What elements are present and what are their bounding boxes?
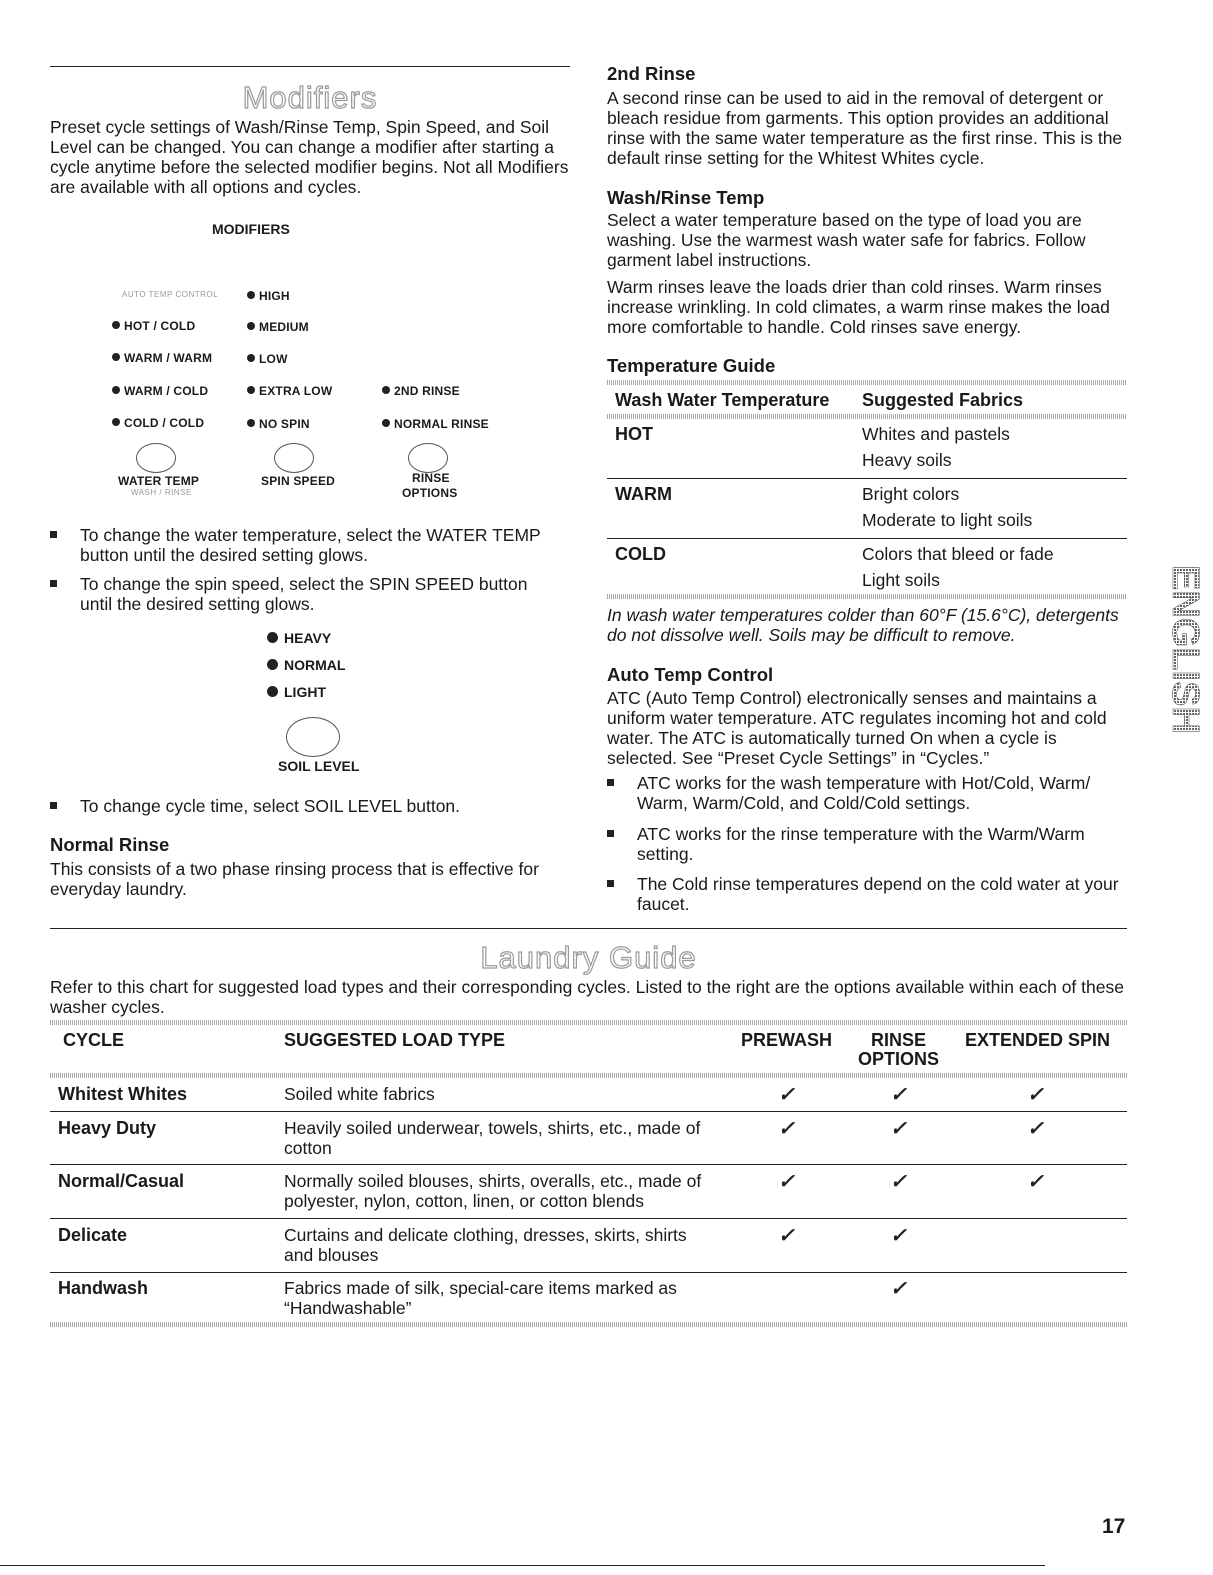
english-tab-text: ENGLISH bbox=[1164, 565, 1206, 734]
whitest-whites-prewash-check: ✓ bbox=[778, 1084, 795, 1106]
delicate-rinse-check: ✓ bbox=[890, 1225, 907, 1247]
temp-cold: COLD bbox=[615, 544, 666, 564]
rinse-header-1: RINSE bbox=[871, 1030, 927, 1050]
soil-level-bullet: To change cycle time, select SOIL LEVEL button. bbox=[50, 796, 560, 816]
second-rinse-indicator: 2ND RINSE bbox=[382, 384, 460, 398]
page-number: 17 bbox=[1102, 1515, 1126, 1538]
hot-fabric-1: Whites and pastels bbox=[862, 424, 1010, 444]
warm-fabric-2: Moderate to light soils bbox=[862, 510, 1033, 530]
normal-casual-prewash-check: ✓ bbox=[778, 1171, 795, 1193]
second-rinse-title: 2nd Rinse bbox=[607, 63, 696, 84]
warm-fabric-1: Bright colors bbox=[862, 484, 960, 504]
load-heavy-duty-1: Heavily soiled underwear, towels, shirts, etc., made of bbox=[284, 1118, 701, 1138]
soil-heavy-indicator: HEAVY bbox=[267, 630, 331, 646]
wash-rinse-temp-body-2: Warm rinses leave the loads drier than cold rinses. Warm rinses increase wrinkling. In cold climates, a warm rinse makes the load more comfortable to handle. Cold rinses save energy. bbox=[607, 277, 1110, 337]
wash-rinse-sublabel: WASH / RINSE bbox=[131, 488, 192, 497]
water-temp-button[interactable] bbox=[136, 443, 176, 473]
spin-medium-indicator: MEDIUM bbox=[247, 320, 309, 334]
english-side-tab bbox=[1148, 565, 1206, 790]
warm-warm-indicator: WARM / WARM bbox=[112, 351, 212, 365]
spin-speed-bullet: To change the spin speed, select the SPIN SPEED button until the desired setting glows. bbox=[50, 574, 560, 614]
temp-hot: HOT bbox=[615, 424, 653, 444]
wash-rinse-temp-body-1: Select a water temperature based on the type of load you are washing. Use the warmest wash water safe for fabrics. Follow garment label instructions. bbox=[607, 210, 1086, 270]
load-delicate-2: and blouses bbox=[284, 1245, 379, 1265]
cycle-whitest-whites: Whitest Whites bbox=[58, 1084, 187, 1104]
options-label: OPTIONS bbox=[402, 486, 458, 500]
laundry-guide-heading: Laundry Guide bbox=[480, 940, 697, 975]
load-type-header: SUGGESTED LOAD TYPE bbox=[284, 1030, 506, 1050]
atc-bullet-2: ATC works for the rinse temperature with the Warm/Warm setting. bbox=[607, 824, 1127, 864]
soil-level-button[interactable] bbox=[286, 717, 340, 757]
normal-rinse-title: Normal Rinse bbox=[50, 834, 170, 855]
handwash-rinse-check: ✓ bbox=[890, 1278, 907, 1300]
heavy-duty-spin-check: ✓ bbox=[1027, 1118, 1044, 1140]
normal-rinse-body: This consists of a two phase rinsing process that is effective for everyday laundry. bbox=[50, 859, 539, 899]
load-delicate-1: Curtains and delicate clothing, dresses, skirts, shirts bbox=[284, 1225, 687, 1245]
auto-temp-control-indicator: AUTO TEMP CONTROL bbox=[122, 290, 219, 299]
normal-rinse-indicator: NORMAL RINSE bbox=[382, 417, 489, 431]
load-handwash-2: “Handwashable” bbox=[284, 1298, 412, 1318]
fabrics-col-header: Suggested Fabrics bbox=[862, 390, 1024, 410]
cycle-heavy-duty: Heavy Duty bbox=[58, 1118, 157, 1138]
soil-light-indicator: LIGHT bbox=[267, 684, 326, 700]
cycle-header: CYCLE bbox=[63, 1030, 125, 1050]
soil-normal-indicator: NORMAL bbox=[267, 657, 345, 673]
temperature-guide-title: Temperature Guide bbox=[607, 355, 776, 376]
hot-cold-indicator: HOT / COLD bbox=[112, 319, 195, 333]
atc-bullet-3: The Cold rinse temperatures depend on the cold water at your faucet. bbox=[607, 874, 1127, 914]
panel-title: MODIFIERS bbox=[212, 221, 290, 237]
hot-fabric-2: Heavy soils bbox=[862, 450, 952, 470]
spin-speed-button[interactable] bbox=[274, 443, 314, 473]
laundry-guide-intro: Refer to this chart for suggested load types and their corresponding cycles. Listed to the right are the options available within each of these washer cycles. bbox=[50, 977, 1124, 1017]
wash-rinse-temp-title: Wash/Rinse Temp bbox=[607, 187, 765, 208]
atc-bullet-1: ATC works for the wash temperature with Hot/Cold, Warm/ Warm, Warm/Cold, and Cold/Cold settings. bbox=[607, 773, 1127, 813]
delicate-prewash-check: ✓ bbox=[778, 1225, 795, 1247]
temperature-note: In wash water temperatures colder than 60°F (15.6°C), detergents do not dissolve well. Soils may be difficult to remove. bbox=[607, 605, 1119, 645]
soil-level-label: SOIL LEVEL bbox=[278, 758, 360, 774]
water-temp-label: WATER TEMP bbox=[118, 474, 200, 488]
rinse-label: RINSE bbox=[412, 471, 450, 485]
cold-cold-indicator: COLD / COLD bbox=[112, 416, 204, 430]
load-whitest-whites: Soiled white fabrics bbox=[284, 1084, 435, 1104]
cold-fabric-1: Colors that bleed or fade bbox=[862, 544, 1054, 564]
whitest-whites-rinse-check: ✓ bbox=[890, 1084, 907, 1106]
whitest-whites-spin-check: ✓ bbox=[1027, 1084, 1044, 1106]
spin-high-indicator: HIGH bbox=[247, 289, 290, 303]
modifiers-intro: Preset cycle settings of Wash/Rinse Temp, Spin Speed, and Soil Level can be changed. You can change a modifier after starting a cycle anytime before the selected modifier begins. Not all Modifiers are available with all options and cycles. bbox=[50, 117, 569, 197]
temp-col-header: Wash Water Temperature bbox=[615, 390, 830, 410]
extended-spin-header: EXTENDED SPIN bbox=[965, 1030, 1111, 1050]
load-heavy-duty-2: cotton bbox=[284, 1138, 332, 1158]
heavy-duty-prewash-check: ✓ bbox=[778, 1118, 795, 1140]
prewash-header: PREWASH bbox=[741, 1030, 833, 1050]
spin-no-spin-indicator: NO SPIN bbox=[247, 417, 310, 431]
auto-temp-title: Auto Temp Control bbox=[607, 664, 774, 685]
warm-cold-indicator: WARM / COLD bbox=[112, 384, 208, 398]
cycle-handwash: Handwash bbox=[58, 1278, 149, 1298]
load-normal-casual-1: Normally soiled blouses, shirts, overalls, etc., made of bbox=[284, 1171, 702, 1191]
cycle-delicate: Delicate bbox=[58, 1225, 128, 1245]
auto-temp-body: ATC (Auto Temp Control) electronically senses and maintains a uniform water temperature. ATC regulates incoming hot and cold water. The ATC is automatically turned On when a cycle is selected. See “Preset Cycle Settings” in “Cycles.” bbox=[607, 688, 1107, 768]
normal-casual-spin-check: ✓ bbox=[1027, 1171, 1044, 1193]
modifiers-heading: Modifiers bbox=[242, 80, 378, 115]
spin-extra-low-indicator: EXTRA LOW bbox=[247, 384, 332, 398]
spin-low-indicator: LOW bbox=[247, 352, 288, 366]
second-rinse-body: A second rinse can be used to aid in the removal of detergent or bleach residue from garments. This option provides an additional rinse with the same water temperature as the first rinse. This is the default rinse setting for the Whitest Whites cycle. bbox=[607, 88, 1123, 168]
temp-warm: WARM bbox=[615, 484, 672, 504]
rinse-header-2: OPTIONS bbox=[858, 1049, 940, 1069]
load-handwash-1: Fabrics made of silk, special-care items marked as bbox=[284, 1278, 677, 1298]
load-normal-casual-2: polyester, nylon, cotton, linen, or cotton blends bbox=[284, 1191, 644, 1211]
heavy-duty-rinse-check: ✓ bbox=[890, 1118, 907, 1140]
cycle-normal-casual: Normal/Casual bbox=[58, 1171, 185, 1191]
cold-fabric-2: Light soils bbox=[862, 570, 940, 590]
normal-casual-rinse-check: ✓ bbox=[890, 1171, 907, 1193]
rinse-options-button[interactable] bbox=[408, 443, 448, 473]
spin-speed-label: SPIN SPEED bbox=[261, 474, 336, 488]
water-temp-bullet: To change the water temperature, select the WATER TEMP button until the desired setting glows. bbox=[50, 525, 560, 565]
